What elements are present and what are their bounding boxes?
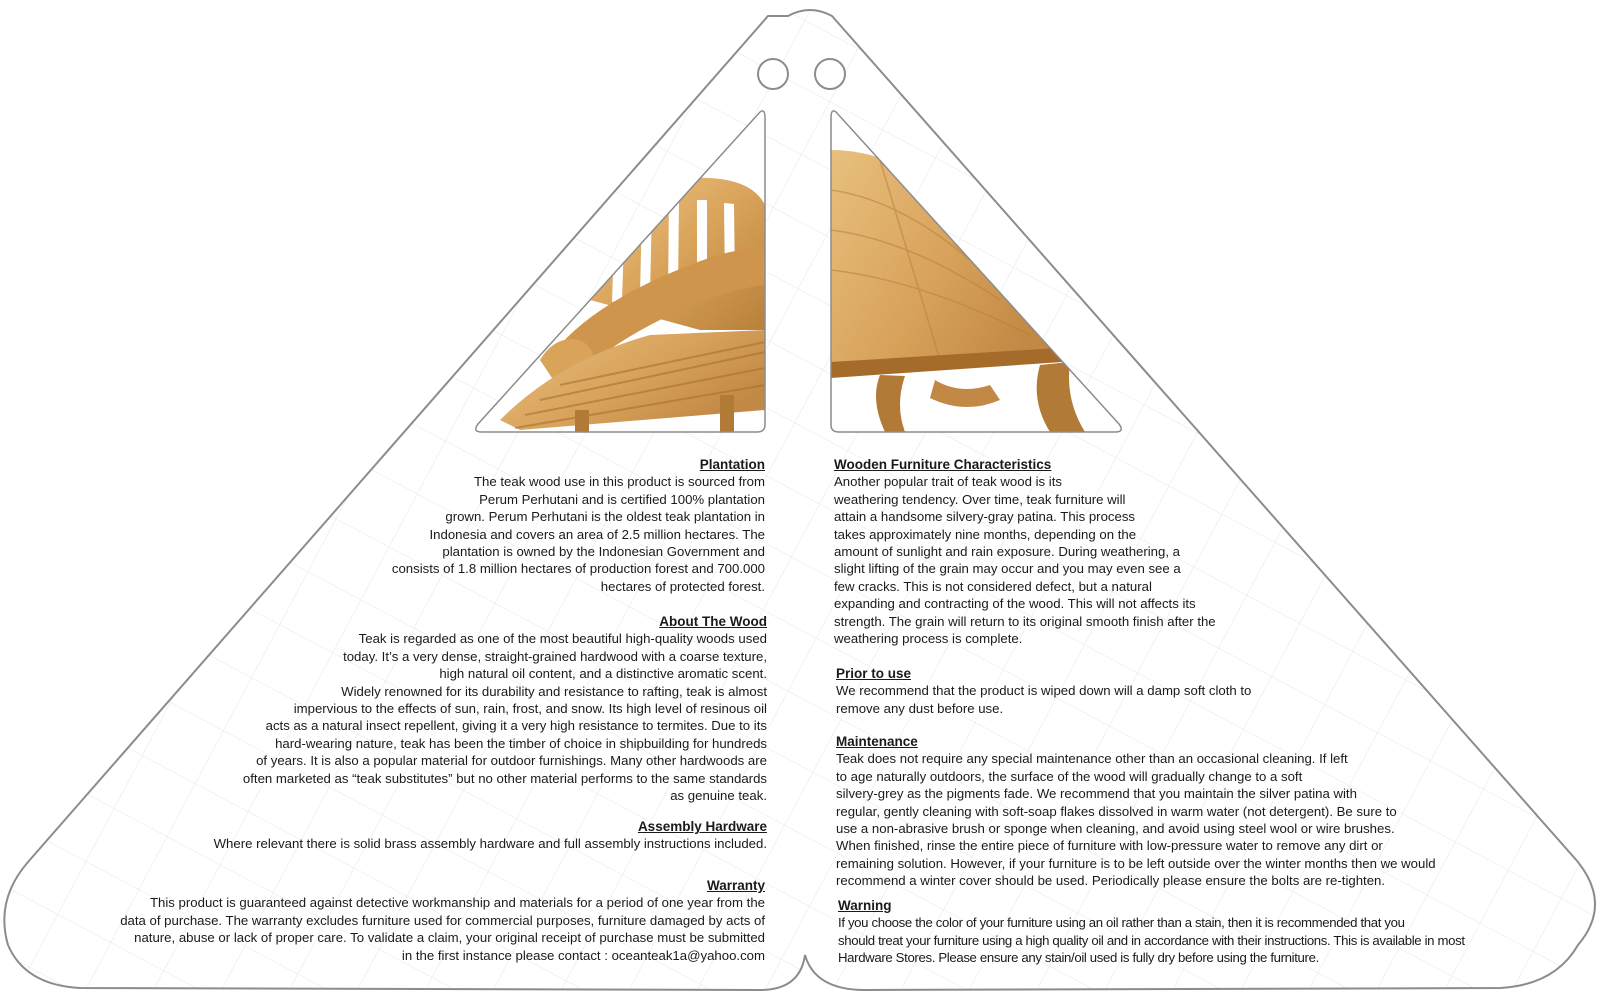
maintenance-heading: Maintenance — [836, 734, 918, 749]
text-line: silvery-grey as the pigments fade. We recommend that you maintain the silver patina with — [836, 786, 1357, 802]
text-line: We recommend that the product is wiped down will a damp soft cloth to — [836, 683, 1252, 699]
text-line: nature, abuse or lack of proper care. To validate a claim, your original receipt of purchase must be submitted — [134, 930, 765, 946]
maintenance-body — [836, 750, 1436, 889]
warning-heading: Warning — [838, 898, 892, 913]
about-wood-section — [243, 613, 767, 804]
text-line: to age naturally outdoors, the surface of the wood will gradually change to a soft — [836, 768, 1303, 784]
text-line: weathering tendency. Over time, teak furniture will — [834, 491, 1126, 507]
text-line: Where relevant there is solid brass assembly hardware and full assembly instructions included. — [213, 836, 767, 852]
text-line: If you choose the color of your furniture using an oil rather than a stain, then it is recommended that you — [838, 915, 1405, 931]
hang-hole-left — [758, 59, 788, 89]
about-wood-body — [243, 630, 767, 804]
text-line: of years. It is also a popular material for outdoor furnishings. Many other hardwoods are — [256, 753, 767, 769]
text-line: hard-wearing nature, teak has been the timber of choice in shipbuilding for hundreds — [275, 735, 767, 751]
text-line: weathering process is complete. — [834, 631, 1023, 647]
text-line: Indonesia and covers an area of 2.5 million hectares. The — [429, 526, 765, 542]
text-line: Teak does not require any special maintenance other than an occasional cleaning. If left — [836, 751, 1348, 767]
text-line: grown. Perum Perhutani is the oldest teak plantation in — [445, 509, 765, 525]
text-line: consists of 1.8 million hectares of production forest and 700.000 — [391, 561, 765, 577]
text-line: Hardware Stores. Please ensure any stain/oil used is fully dry before using the furniture. — [838, 950, 1319, 966]
text-line: recommend a winter cover should be used. Periodically please ensure the bolts are re-tighten. — [836, 873, 1386, 889]
prior-section — [836, 665, 1251, 717]
maintenance-section — [836, 733, 1436, 890]
prior-heading: Prior to use — [836, 666, 912, 681]
text-line: attain a handsome silvery-gray patina. This process — [834, 509, 1136, 525]
chair-photo — [470, 105, 770, 435]
text-line: Teak is regarded as one of the most beautiful high-quality woods used — [358, 631, 767, 647]
text-line: expanding and contracting of the wood. This will not affects its — [834, 596, 1196, 612]
text-line: Widely renowned for its durability and resistance to rafting, teak is almost — [341, 683, 767, 699]
text-line: high natural oil content, and a distinctive aromatic scent. — [439, 666, 767, 682]
plantation-heading: Plantation — [699, 457, 765, 472]
warning-section — [838, 897, 1465, 967]
text-line: often marketed as “teak substitutes” but no other material performs to the same standards — [242, 770, 767, 786]
text-line: The teak wood use in this product is sourced from — [473, 474, 765, 490]
warranty-body — [120, 894, 765, 964]
text-line: use a non-abrasive brush or sponge when cleaning, and avoid using steel wool or wire brushes. — [836, 821, 1395, 837]
text-line: Another popular trait of teak wood is its — [834, 474, 1062, 490]
text-line: today. It’s a very dense, straight-grained hardwood with a coarse texture, — [343, 648, 767, 664]
text-line: should treat your furniture using a high quality oil and in accordance with their instructions. This is available in most — [838, 932, 1465, 948]
characteristics-heading: Wooden Furniture Characteristics — [834, 457, 1052, 472]
text-line: amount of sunlight and rain exposure. During weathering, a — [834, 544, 1181, 560]
text-line: as genuine teak. — [670, 788, 767, 804]
text-line: regular, gently cleaning with soft-soap flakes dissolved in warm water (not detergent). Be sure to — [836, 803, 1397, 819]
text-line: remaining solution. However, if your furniture is to be left outside over the winter months then we would — [836, 855, 1436, 871]
characteristics-section — [834, 456, 1216, 647]
assembly-body — [214, 835, 767, 852]
text-line: few cracks. This is not considered defect, but a natural — [834, 578, 1152, 594]
warranty-heading: Warranty — [706, 878, 765, 893]
assembly-heading: Assembly Hardware — [637, 819, 767, 834]
text-line: strength. The grain will return to its original smooth finish after the — [834, 613, 1216, 629]
characteristics-body — [834, 473, 1216, 647]
text-line: acts as a natural insect repellent, giving it a very high resistance to termites. Due to its — [265, 718, 767, 734]
text-line: data of purchase. The warranty excludes furniture used for commercial purposes, furniture damaged by acts of — [120, 912, 765, 928]
plantation-section — [392, 456, 765, 595]
text-line: impervious to the effects of sun, rain, frost, and snow. Its high level of resinous oil — [293, 701, 767, 717]
text-line: takes approximately nine months, depending on the — [834, 526, 1137, 542]
warning-body — [838, 914, 1465, 966]
text-line: hectares of protected forest. — [600, 578, 765, 594]
text-line: in the first instance please contact : oceanteak1a@yahoo.com — [401, 947, 765, 963]
plantation-body — [392, 473, 765, 595]
text-line: When finished, rinse the entire piece of furniture with low-pressure water to remove any dirt or — [836, 838, 1383, 854]
hang-hole-right — [815, 59, 845, 89]
warranty-section — [120, 877, 765, 964]
text-line: slight lifting of the grain may occur and you may even see a — [834, 561, 1181, 577]
assembly-section — [214, 818, 767, 853]
text-line: Perum Perhutani and is certified 100% plantation — [479, 491, 765, 507]
prior-body — [836, 682, 1251, 717]
text-line: This product is guaranteed against detective workmanship and materials for a period of one year from the — [149, 895, 765, 911]
text-line: plantation is owned by the Indonesian Government and — [442, 544, 765, 560]
about-wood-heading: About The Wood — [659, 614, 767, 629]
text-line: remove any dust before use. — [836, 700, 1004, 716]
